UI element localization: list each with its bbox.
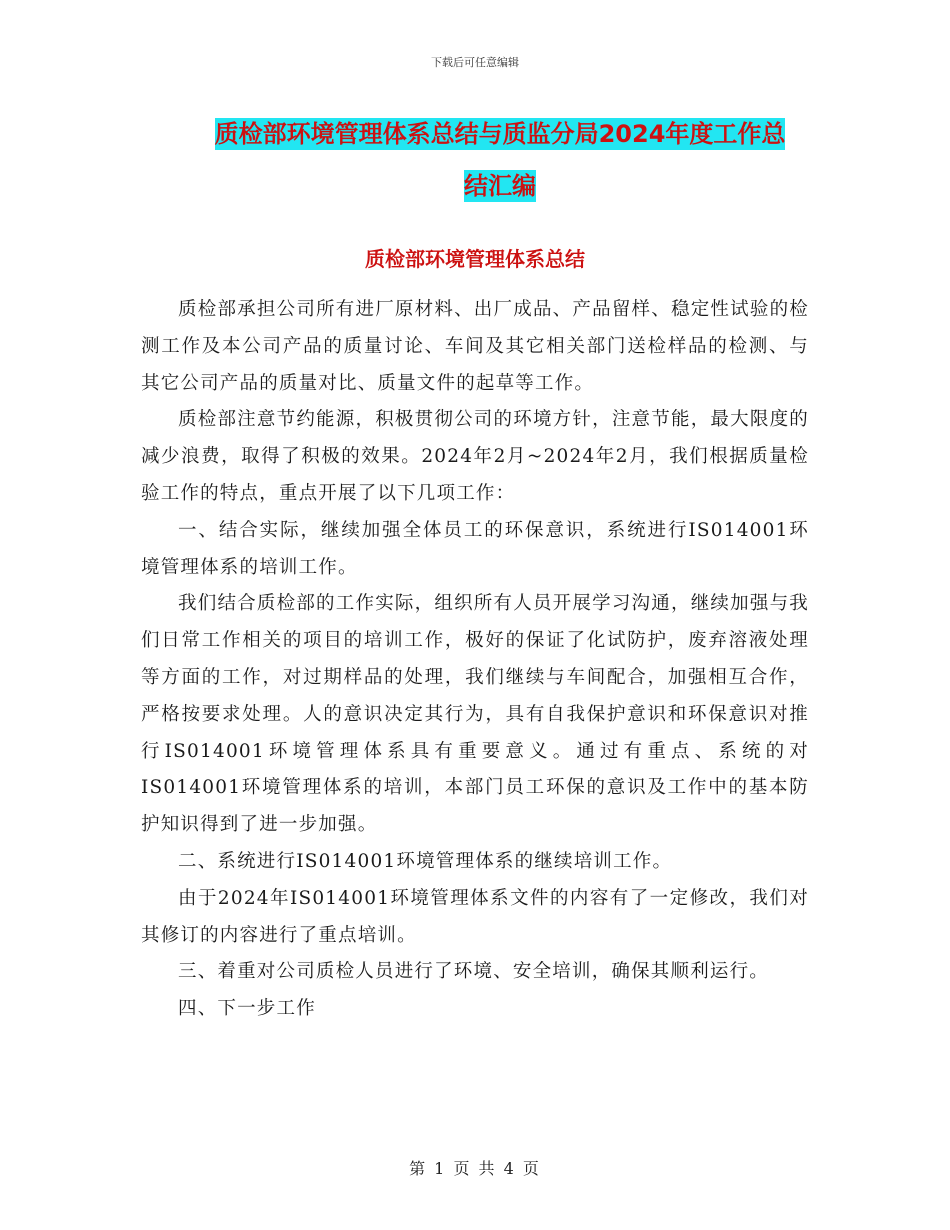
section-title: 质检部环境管理体系总结 [365, 247, 585, 271]
paragraph: 由于2024年IS014001环境管理体系文件的内容有了一定修改，我们对其修订的内容进行了重点培训。 [141, 887, 809, 946]
paragraph: 我们结合质检部的工作实际，组织所有人员开展学习沟通，继续加强与我们日常工作相关的项目的培训工作，极好的保证了化试防护，废弃溶液处理等方面的工作，对过期样品的处理，我们继续与车间配合，加强相互合作，严格按要求处理。人的意识决定其行为，具有自我保护意识和环保意识对推行IS014001环境管理体系具有重要意义。通过有重点、系统的对IS014001环境管理体系的培训，本部门员工环保的意识及工作中的基本防护知识得到了进一步加强。 [141, 593, 809, 836]
page-footer: 第 1 页 共 4 页 [409, 1159, 541, 1178]
paragraph: 质检部承担公司所有进厂原材料、出厂成品、产品留样、稳定性试验的检测工作及本公司产品的质量讨论、车间及其它相关部门送检样品的检测、与其它公司产品的质量对比、质量文件的起草等工作。 [141, 299, 809, 394]
paragraph: 二、系统进行IS014001环境管理体系的继续培训工作。 [178, 850, 673, 872]
paragraph: 三、着重对公司质检人员进行了环境、安全培训，确保其顺利运行。 [178, 961, 770, 983]
paragraph: 一、结合实际，继续加强全体员工的环保意识，系统进行IS014001环境管理体系的培训工作。 [141, 519, 809, 578]
main-title-line-2: 结汇编 [464, 172, 536, 200]
paragraph: 四、下一步工作 [178, 998, 316, 1020]
paragraph: 质检部注意节约能源，积极贯彻公司的环境方针，注意节能，最大限度的减少浪费，取得了积极的效果。2024年2月~2024年2月，我们根据质量检验工作的特点，重点开展了以下几项工作： [141, 409, 809, 504]
main-title [140, 108, 860, 212]
header-note: 下载后可任意编辑 [431, 56, 519, 69]
body-text [141, 292, 809, 1028]
main-title-line-1: 质检部环境管理体系总结与质监分局2024年度工作总 [214, 120, 786, 148]
